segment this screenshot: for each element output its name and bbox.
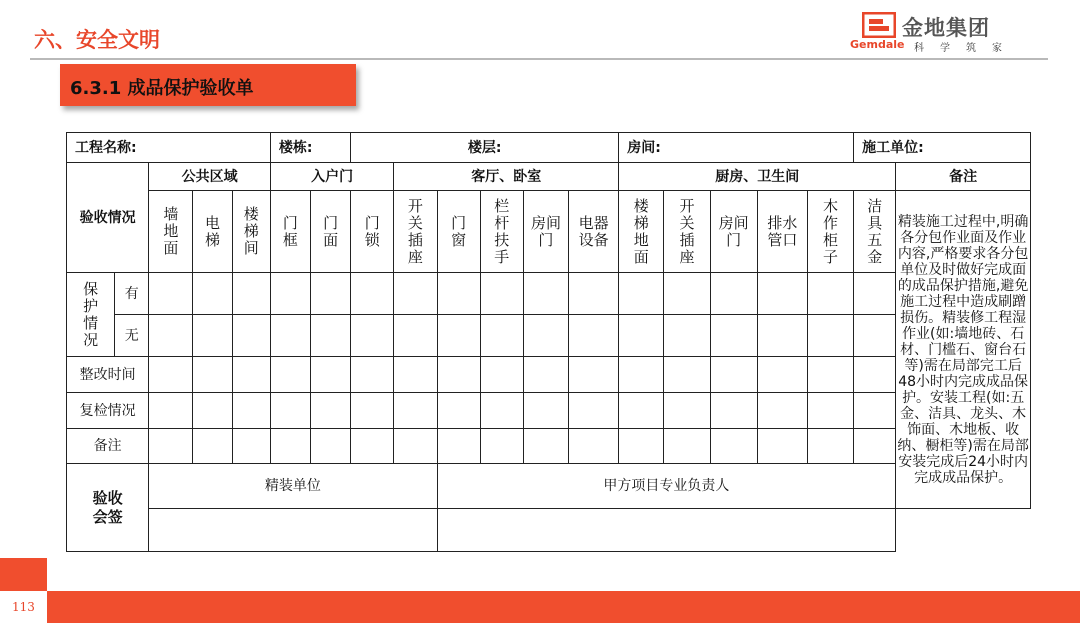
item-header: 电器设备 xyxy=(569,191,619,273)
signoff-header-row xyxy=(67,464,1031,509)
signoff-decoration-unit: 精装单位 xyxy=(149,464,437,509)
rectify-time-label: 整改时间 xyxy=(67,357,149,393)
company-logo xyxy=(850,10,1040,54)
has-label: 有 xyxy=(115,273,149,315)
item-header: 开关插座 xyxy=(664,191,710,273)
item-header-row xyxy=(67,191,1031,273)
group-living-bedroom: 客厅、卧室 xyxy=(394,163,619,191)
project-name-field[interactable]: 工程名称: xyxy=(67,133,271,163)
item-header: 电梯 xyxy=(193,191,232,273)
recheck-label: 复检情况 xyxy=(67,393,149,429)
logo-en: Gemdale xyxy=(850,38,905,51)
none-label: 无 xyxy=(115,315,149,357)
item-header: 开关插座 xyxy=(394,191,437,273)
rectify-time-row xyxy=(67,357,1031,393)
signature-decoration-unit[interactable] xyxy=(149,509,437,552)
gemdale-logo-icon xyxy=(862,12,896,38)
subheading-banner xyxy=(60,64,356,106)
signature-client-lead[interactable] xyxy=(437,509,896,552)
recheck-row xyxy=(67,393,1031,429)
room-field[interactable]: 房间: xyxy=(619,133,854,163)
group-header-row xyxy=(67,163,1031,191)
group-kitchen-bath: 厨房、卫生间 xyxy=(619,163,896,191)
row-label-inspection: 验收情况 xyxy=(67,163,149,273)
item-header: 门窗 xyxy=(437,191,480,273)
item-header: 洁具五金 xyxy=(854,191,896,273)
item-header: 木作柜子 xyxy=(807,191,853,273)
subheading: 6.3.1 成品保护验收单 xyxy=(70,78,254,99)
item-header: 墙地面 xyxy=(149,191,193,273)
item-header: 门面 xyxy=(311,191,351,273)
acceptance-form xyxy=(66,132,1031,552)
header-divider xyxy=(30,58,1048,60)
logo-tagline: 科学筑家 xyxy=(914,43,1018,54)
contractor-field[interactable]: 施工单位: xyxy=(854,133,1031,163)
remarks-row xyxy=(67,429,1031,464)
protection-has-row xyxy=(67,273,1031,315)
signoff-label: 验收 会签 xyxy=(67,464,149,552)
group-entry-door: 入户门 xyxy=(270,163,394,191)
item-header: 排水管口 xyxy=(757,191,807,273)
footer-bar xyxy=(47,591,1080,623)
item-header: 门框 xyxy=(270,191,310,273)
item-header: 房间门 xyxy=(523,191,568,273)
group-public-area: 公共区域 xyxy=(149,163,271,191)
item-header: 栏杆扶手 xyxy=(480,191,523,273)
info-row xyxy=(67,133,1031,163)
signoff-signature-row xyxy=(67,509,1031,552)
item-header: 楼梯地面 xyxy=(619,191,664,273)
group-remarks: 备注 xyxy=(896,163,1031,191)
building-field[interactable]: 楼栋: xyxy=(270,133,350,163)
section-title: 六、安全文明 xyxy=(34,28,160,52)
protection-label: 保护情况 xyxy=(67,273,115,357)
footer-accent-square xyxy=(0,558,47,591)
item-header: 楼梯间 xyxy=(232,191,270,273)
remarks-note: 精装施工过程中,明确各分包作业面及作业内容,严格要求各分包单位及时做好完成面的成品保护措施,避免施工过程中造成刷蹭损伤。精装修工程湿作业(如:墙地砖、石材、门槛石、窗台石等)需在局部完工后48小时内完成成品保护。安装工程(如:五金、洁具、龙头、木饰面、木地板、收纳、橱柜等)需在局部安装完成后24小时内完成成品保护。 xyxy=(896,191,1031,509)
remarks-label: 备注 xyxy=(67,429,149,464)
item-header: 房间门 xyxy=(710,191,757,273)
item-header: 门锁 xyxy=(351,191,394,273)
signoff-client-lead: 甲方项目专业负责人 xyxy=(437,464,896,509)
page-number: 113 xyxy=(12,600,35,614)
protection-none-row xyxy=(67,315,1031,357)
floor-field[interactable]: 楼层: xyxy=(351,133,619,163)
logo-name: 金地集团 xyxy=(902,16,990,40)
